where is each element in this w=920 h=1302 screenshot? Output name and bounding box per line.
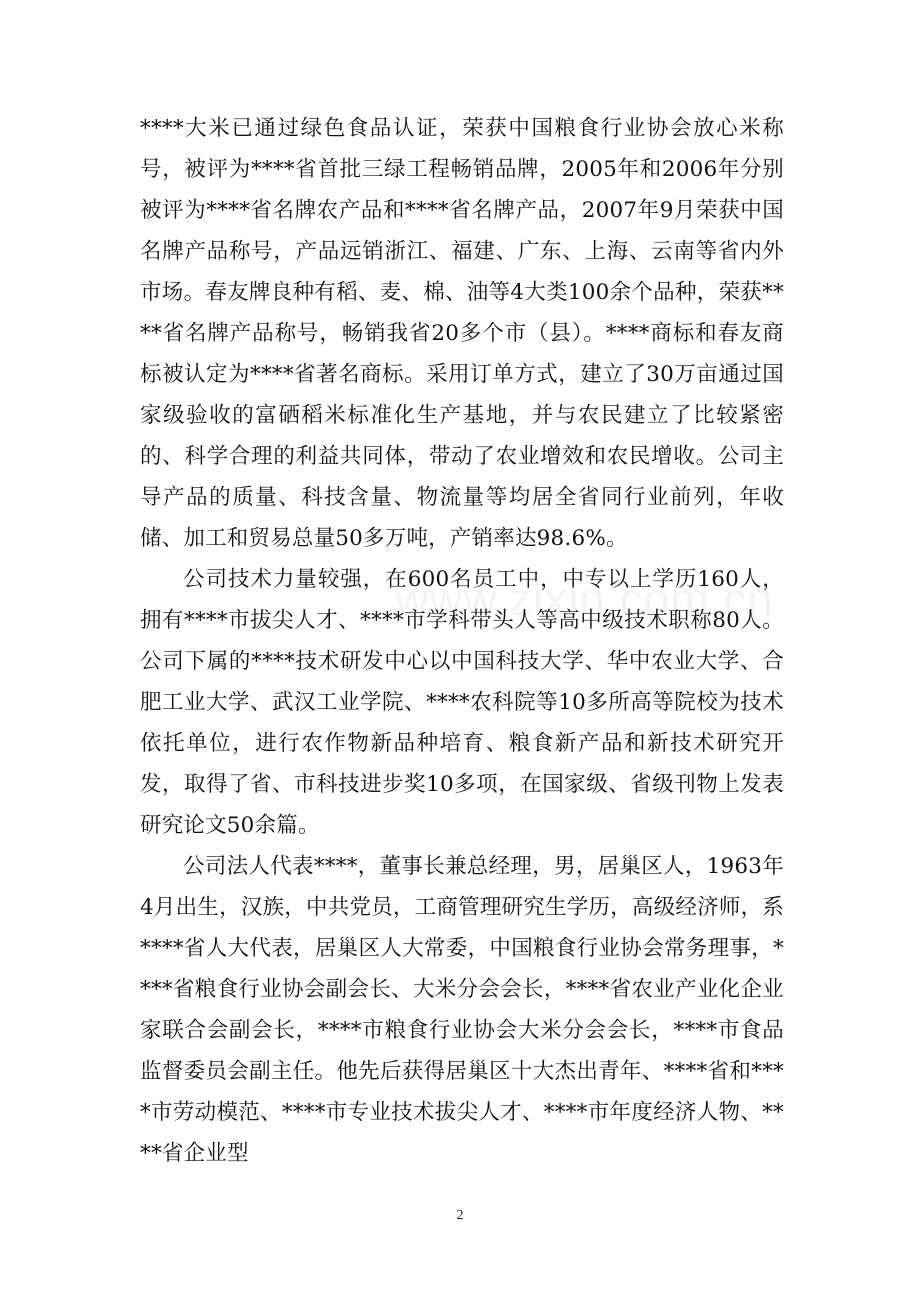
paragraph-2: 公司技术力量较强，在600名员工中，中专以上学历160人，拥有****市拔尖人才、****市学科带头人等高中级技术职称80人。公司下属的****技术研发中心以中国科技大学、华中农业大学、合肥工业大学、武汉工业学院、****农科院等10多所高等院校为技术依托单位，进行农作物新品种培育、粮食新产品和新技术研究开发，取得了省、市科技进步奖10多项，在国家级、省级刊物上发表研究论文50余篇。	[140, 567, 784, 838]
document-body	[140, 108, 784, 1174]
page-number: 2	[456, 1208, 464, 1223]
paragraph-1: ****大米已通过绿色食品认证，荣获中国粮食行业协会放心米称号，被评为****省首批三绿工程畅销品牌，2005年和2006年分别被评为****省名牌农产品和****省名牌产品，2007年9月荣获中国名牌产品称号，产品远销浙江、福建、广东、上海、云南等省内外市场。春友牌良种有稻、麦、棉、油等4大类100余个品种，荣获****省名牌产品称号，畅销我省20多个市（县）。****商标和春友商标被认定为****省著名商标。采用订单方式，建立了30万亩通过国家级验收的富硒稻米标准化生产基地，并与农民建立了比较紧密的、科学合理的利益共同体，带动了农业增效和农民增收。公司主导产品的质量、科技含量、物流量等均居全省同行业前列，年收储、加工和贸易总量50多万吨，产销率达98.6%。	[140, 116, 784, 551]
paragraph-3: 公司法人代表****，董事长兼总经理，男，居巢区人，1963年4月出生，汉族，中共党员，工商管理研究生学历，高级经济师，系****省人大代表，居巢区人大常委，中国粮食行业协会常务理事，****省粮食行业协会副会长、大米分会会长，****省农业产业化企业家联合会副会长，****市粮食行业协会大米分会会长，****市食品监督委员会副主任。他先后获得居巢区十大杰出青年、****省和****市劳动模范、****市专业技术拔尖人才、****市年度经济人物、****省企业型	[140, 854, 784, 1166]
